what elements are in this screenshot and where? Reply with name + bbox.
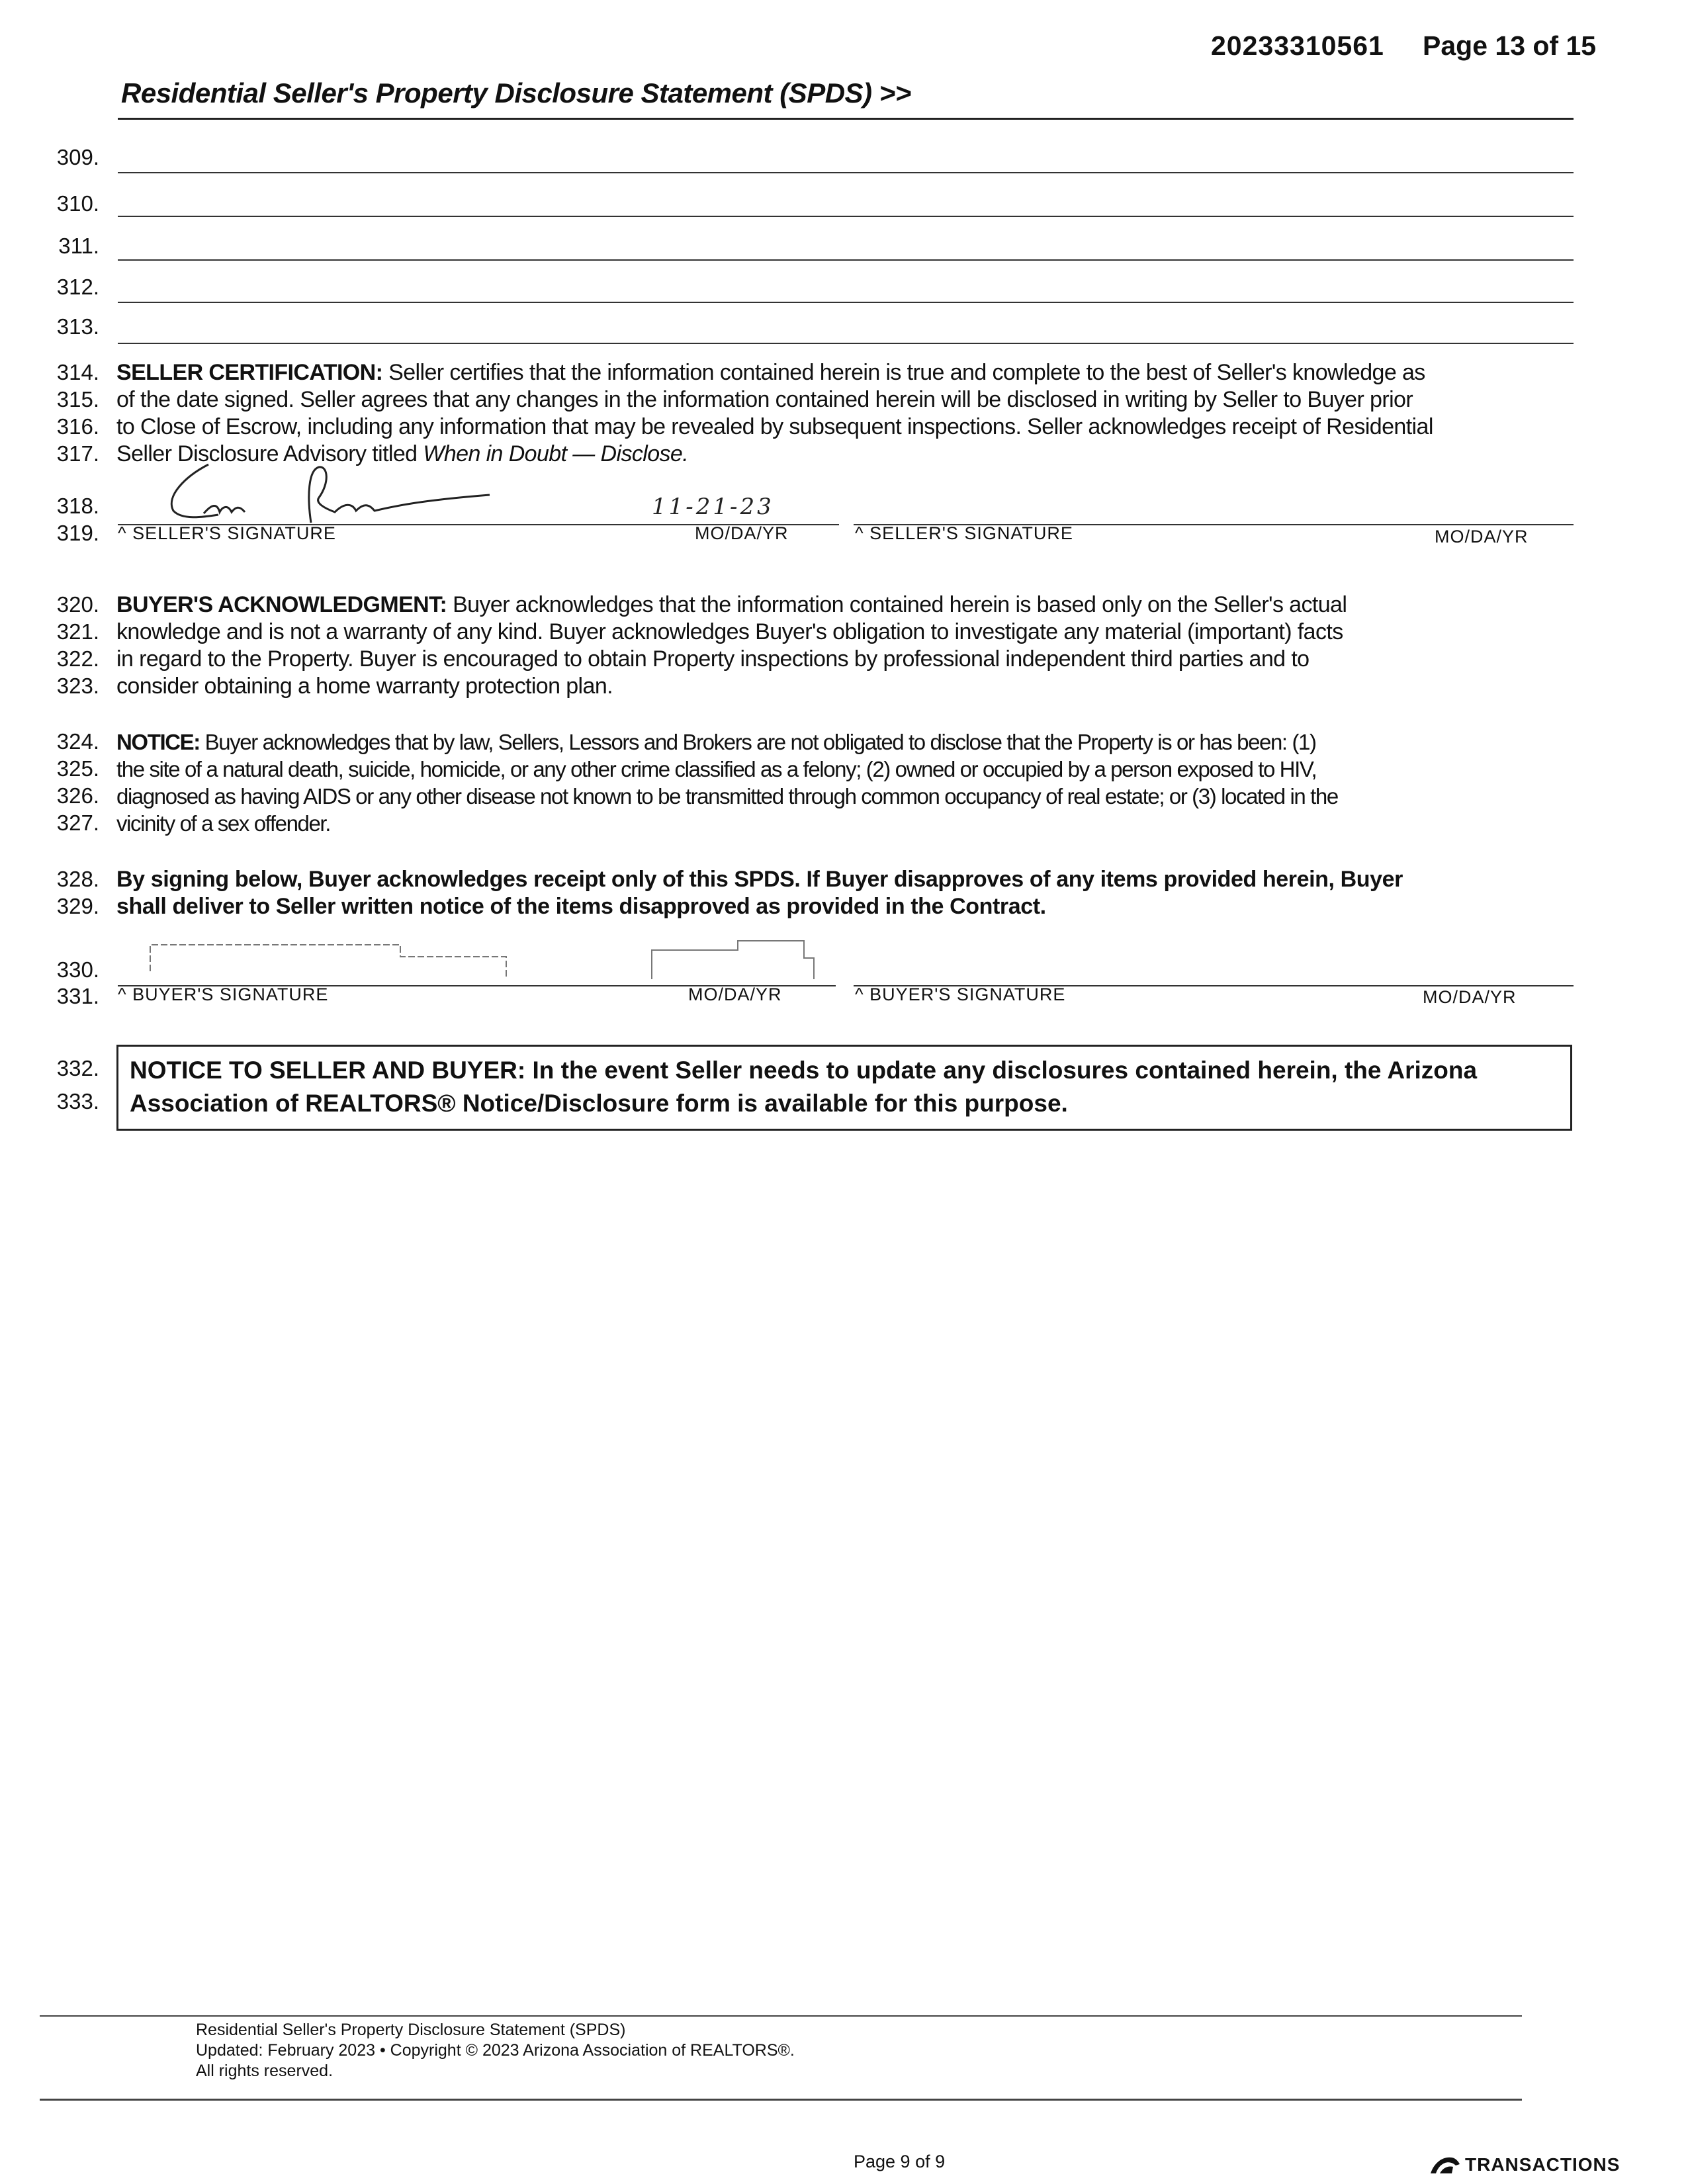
blank-text-line[interactable] <box>118 216 1574 217</box>
line-number: 331. <box>56 984 99 1008</box>
blank-text-line[interactable] <box>118 259 1574 261</box>
notice-box-text: NOTICE TO SELLER AND BUYER: In the event Seller needs to update any disclosures contained herein, the Arizona Association of REALTORS® Notice/Disclosure form is available for this purpose. <box>130 1057 1478 1117</box>
seller-signature-caption: ^ SELLER'S SIGNATURE <box>118 523 336 543</box>
buyer-signature-caption: ^ BUYER'S SIGNATURE <box>118 984 329 1004</box>
buyer-date-caption: MO/DA/YR <box>1423 987 1517 1007</box>
buyer-signature-caption: ^ BUYER'S SIGNATURE <box>855 984 1066 1004</box>
transactions-logo <box>1429 2154 1620 2175</box>
line-number: 318. <box>56 494 99 518</box>
document-id: 20233310561 <box>1211 30 1384 61</box>
seller-certification-heading: SELLER CERTIFICATION: <box>116 360 383 385</box>
line-number: 310. <box>56 191 99 216</box>
line-number: 316. <box>56 414 99 439</box>
line-number: 332. <box>56 1056 99 1080</box>
line-number: 319. <box>56 521 99 545</box>
line-number: 324. <box>56 729 99 754</box>
notice-heading: NOTICE: <box>116 730 200 754</box>
line-number: 313. <box>56 314 99 339</box>
seller-date-caption: MO/DA/YR <box>695 523 789 543</box>
seller-handwritten-date: 11-21-23 <box>652 494 774 520</box>
footer-page-number: Page 9 of 9 <box>854 2152 946 2171</box>
seller-certification-paragraph: SELLER CERTIFICATION: Seller certifies that the information contained herein is true and complete to the best of Seller's knowledge as of the date signed. Seller agrees that any changes in the information contained herein will be disclosed in writing by Seller to Buyer prior to Close of Escrow, including any information that may be revealed by subsequent inspections. Seller acknowledges receipt of Residential Seller Disclosure Advisory titled When in Doubt — Disclose. <box>116 360 1433 466</box>
line-number: 321. <box>56 619 99 644</box>
line-number: 323. <box>56 674 99 698</box>
advisory-title: When in Doubt — Disclose. <box>423 441 689 466</box>
page-counter: Page 13 of 15 <box>1423 30 1597 61</box>
line-number: 327. <box>56 810 99 835</box>
buyer-acknowledgment-paragraph: BUYER'S ACKNOWLEDGMENT: Buyer acknowledges that the information contained herein is based only on the Seller's actual knowledge and is not a warranty of any kind. Buyer acknowledges Buyer's obligation to investigate any material (important) facts in regard to the Property. Buyer is encouraged to obtain Property inspections by professional independent third parties and to consider obtaining a home warranty protection plan. <box>116 592 1347 699</box>
blank-text-line[interactable] <box>118 302 1574 303</box>
seller-signature-caption: ^ SELLER'S SIGNATURE <box>855 523 1073 543</box>
line-number: 312. <box>56 275 99 299</box>
blank-text-line[interactable] <box>118 343 1574 344</box>
seller-handwritten-signature <box>146 457 516 529</box>
line-number: 326. <box>56 783 99 808</box>
header-rule <box>118 118 1574 120</box>
footer-rule-top <box>40 2015 1522 2017</box>
footer-rule-bottom <box>40 2099 1522 2101</box>
seller-date-caption: MO/DA/YR <box>1435 527 1529 546</box>
line-number: 314. <box>56 360 99 384</box>
blank-text-line[interactable] <box>118 172 1574 173</box>
buyer-receipt-paragraph: By signing below, Buyer acknowledges receipt only of this SPDS. If Buyer disapproves of any items provided herein, Buyer shall deliver to Seller written notice of the items disapproved as provided in the Contract. <box>116 867 1403 919</box>
transactions-logo-icon <box>1429 2155 1461 2175</box>
line-number: 329. <box>56 894 99 918</box>
line-number: 330. <box>56 957 99 982</box>
line-number: 311. <box>58 234 99 258</box>
buyer-date-caption: MO/DA/YR <box>688 984 782 1004</box>
line-number: 317. <box>56 441 99 466</box>
buyer-signature-brackets <box>136 932 824 991</box>
line-number: 315. <box>56 387 99 412</box>
line-number: 322. <box>56 646 99 671</box>
brand-name: TRANSACTIONS <box>1465 2154 1621 2175</box>
line-number: 325. <box>56 756 99 781</box>
buyer-acknowledgment-heading: BUYER'S ACKNOWLEDGMENT: <box>116 592 447 617</box>
form-title: Residential Seller's Property Disclosure Statement (SPDS) >> <box>121 77 911 109</box>
notice-paragraph: NOTICE: Buyer acknowledges that by law, Sellers, Lessors and Brokers are not obligated to disclose that the Property is or has been: (1) the site of a natural death, suicide, homicide, or any other crime classified as a felony; (2) owned or occupied by a person exposed to HIV, diagnosed as having AIDS or any other disease not known to be transmitted through common occupancy of real estate; or (3) located in the vicinity of a sex offender. <box>116 730 1338 836</box>
line-number: 333. <box>56 1089 99 1114</box>
footer-copyright: Residential Seller's Property Disclosure Statement (SPDS) Updated: February 2023 • Copyright © 2023 Arizona Association of REALTORS®. All rights reserved. <box>196 2021 795 2080</box>
line-number: 328. <box>56 867 99 891</box>
line-number: 309. <box>56 145 99 169</box>
line-number: 320. <box>56 592 99 617</box>
